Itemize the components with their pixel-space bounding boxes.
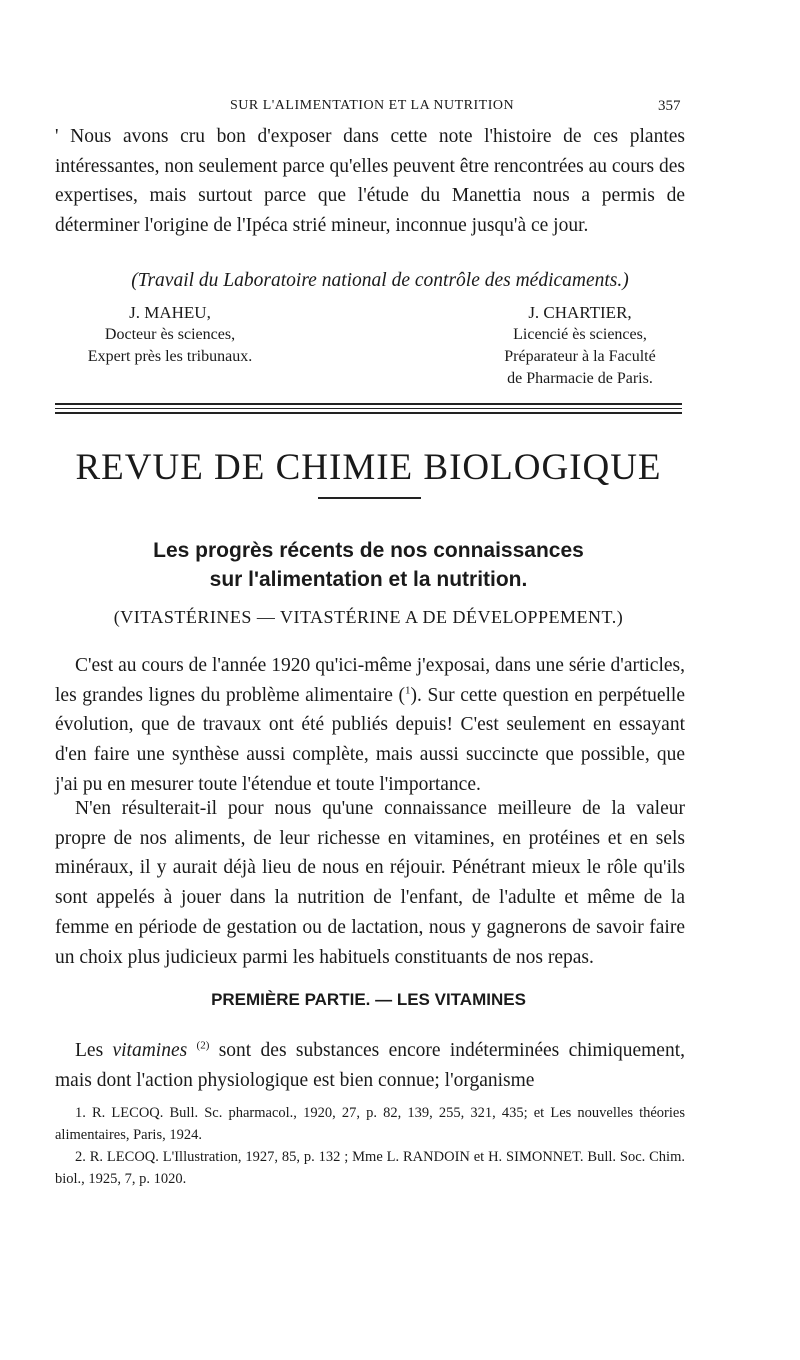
body-paragraph-1 (55, 651, 685, 800)
subtitle-parts: (VITASTÉRINES — VITASTÉRINE A DE DÉVELOPPEMENT.) (113, 607, 624, 627)
section-title: REVUE DE CHIMIE BIOLOGIQUE (75, 447, 662, 488)
signature-title: de Pharmacie de Paris. (507, 370, 653, 387)
signature-name: J. CHARTIER, (528, 303, 632, 322)
footnote-2: 2. R. LECOQ. L'Illustration, 1927, 85, p. 132 ; Mme L. RANDOIN et H. SIMONNET. Bull. Soc. Chim. biol., 1925, 7, p. 1020. (55, 1149, 685, 1187)
signature-left (60, 302, 280, 368)
body-text: sont des substances encore indéterminées chimiquement, mais dont l'action physiologique est bien connue; l'organisme (55, 1040, 685, 1091)
footnote-ref: (2) (196, 1039, 210, 1052)
body-paragraph-3 (55, 1036, 685, 1095)
intro-paragraph: ' Nous avons cru bon d'exposer dans cette note l'histoire de ces plantes intéressantes, non seulement parce qu'elles peuvent être rencontrées au cours des expertises, mais surtout parce que l'étude du Manettia nous a permis de déterminer l'origine de l'Ipéca strié mineur, inconnue jusqu'à ce jour. (55, 126, 685, 237)
signature-title: Licencié ès sciences, (513, 326, 647, 343)
title-underline (318, 497, 421, 499)
lab-credit: (Travail du Laboratoire national de contrôle des médicaments.) (131, 270, 629, 291)
signature-title: Expert près les tribunaux. (87, 348, 253, 365)
subtitle-line: Les progrès récents de nos connaissances (153, 539, 584, 562)
section-divider-top (55, 403, 682, 405)
footnotes (55, 1102, 685, 1190)
body-text: Les (75, 1040, 113, 1061)
signature-title: Préparateur à la Faculté (504, 348, 656, 365)
article-subtitle (55, 536, 682, 594)
signature-title: Docteur ès sciences, (104, 326, 236, 343)
page-number: 357 (658, 98, 681, 114)
section-divider-bottom (55, 412, 682, 414)
body-text: ). Sur cette question en perpétuelle évolution, que de travaux ont été publiés depuis! C'est seulement en essayant d'en faire une synthèse aussi complète, mais aussi succincte que possible, que j'ai pu en mesurer toute l'étendue et toute l'importance. (55, 684, 686, 795)
section-divider-middle (55, 408, 682, 409)
signature-name: J. MAHEU, (129, 303, 211, 322)
part-heading: PREMIÈRE PARTIE. — LES VITAMINES (211, 990, 526, 1009)
running-title: SUR L'ALIMENTATION ET LA NUTRITION (230, 98, 515, 113)
body-paragraph-2: N'en résulterait-il pour nous qu'une connaissance meilleure de la valeur propre de nos aliments, de leur richesse en vitamines, en protéines et en sels minéraux, il y aurait déjà lieu de nous en réjouir. Pénétrant mieux le rôle qu'ils sont appelés à jouer dans la nutrition de l'enfant, de l'adulte et même de la femme en période de gestation ou de lactation, nous y gagnerons de savoir faire un choix plus judicieux parmi les habituels constituants de nos repas. (55, 798, 685, 968)
signature-right (470, 302, 690, 390)
footnote-1: 1. R. LECOQ. Bull. Sc. pharmacol., 1920, 27, p. 82, 139, 255, 321, 435; et Les nouvelles théories alimentaires, Paris, 1924. (55, 1105, 685, 1143)
body-text: C'est au cours de l'année 1920 qu'ici-même j'exposai, dans une série d'articles, les grandes lignes du problème alimentaire ( (55, 655, 685, 706)
subtitle-line: sur l'alimentation et la nutrition. (209, 568, 528, 591)
emphasis: vitamines (112, 1040, 188, 1061)
footnote-ref: 1 (405, 684, 411, 697)
